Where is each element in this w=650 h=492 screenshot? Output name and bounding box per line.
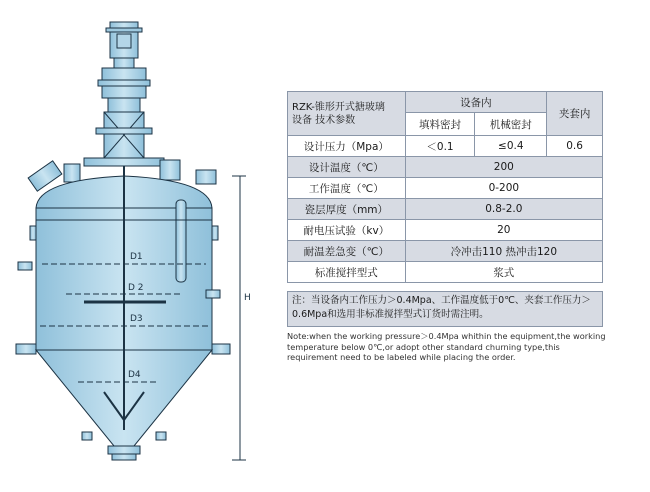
table-row <box>288 136 603 157</box>
row-label: 设计温度（℃） <box>288 157 406 178</box>
row-value: ＜0.1 <box>405 136 475 157</box>
row-value: 0-200 <box>405 178 602 199</box>
label-d1: D1 <box>130 252 143 262</box>
row-value: 0.6 <box>547 136 603 157</box>
row-label: 瓷层厚度（mm） <box>288 199 406 220</box>
row-label: 设计压力（Mpa） <box>288 136 406 157</box>
reactor-diagram <box>0 0 290 488</box>
label-d2: D 2 <box>128 283 144 293</box>
table-title-line2: 设备 技术参数 <box>292 114 356 126</box>
table-row <box>288 199 603 220</box>
baffle <box>176 200 186 282</box>
header-mech-seal: 机械密封 <box>475 113 547 136</box>
table-row <box>288 220 603 241</box>
table-title-line1: RZK-锥形开式搪玻璃 <box>292 101 385 113</box>
row-value: 20 <box>405 220 602 241</box>
motor-base <box>114 58 134 68</box>
header-jacket: 夹套内 <box>547 92 603 136</box>
table-title <box>288 92 406 136</box>
reactor-drawing <box>0 0 290 488</box>
row-label: 耐电压试验（kv） <box>288 220 406 241</box>
label-d3: D3 <box>130 314 143 324</box>
header-inner: 设备内 <box>405 92 547 113</box>
row-label: 标准搅拌型式 <box>288 262 406 283</box>
spec-table <box>287 91 603 283</box>
row-value: ≤0.4 <box>475 136 547 157</box>
row-value: 浆式 <box>405 262 602 283</box>
label-h: H <box>244 293 251 303</box>
table-row <box>288 157 603 178</box>
row-label: 耐温差急变（℃） <box>288 241 406 262</box>
row-value: 冷冲击110 热冲击120 <box>405 241 602 262</box>
header-fill-seal: 填料密封 <box>405 113 475 136</box>
table-row <box>288 241 603 262</box>
note-chinese: 注：当设备内工作压力＞0.4Mpa、工作温度低于0℃、夹套工作压力＞0.6Mpa和选用非标准搅拌型式订货时需注明。 <box>287 291 603 327</box>
label-d4: D4 <box>128 370 141 380</box>
row-value: 0.8-2.0 <box>405 199 602 220</box>
note-english: Note:when the working pressure＞0.4Mpa whithin the equipment,the working temperature below 0℃,or adopt other standard churning type,this requirement need to be labeled while placing the order. <box>287 331 606 362</box>
row-value: 200 <box>405 157 602 178</box>
table-row <box>288 178 603 199</box>
row-label: 工作温度（℃） <box>288 178 406 199</box>
table-row <box>288 262 603 283</box>
